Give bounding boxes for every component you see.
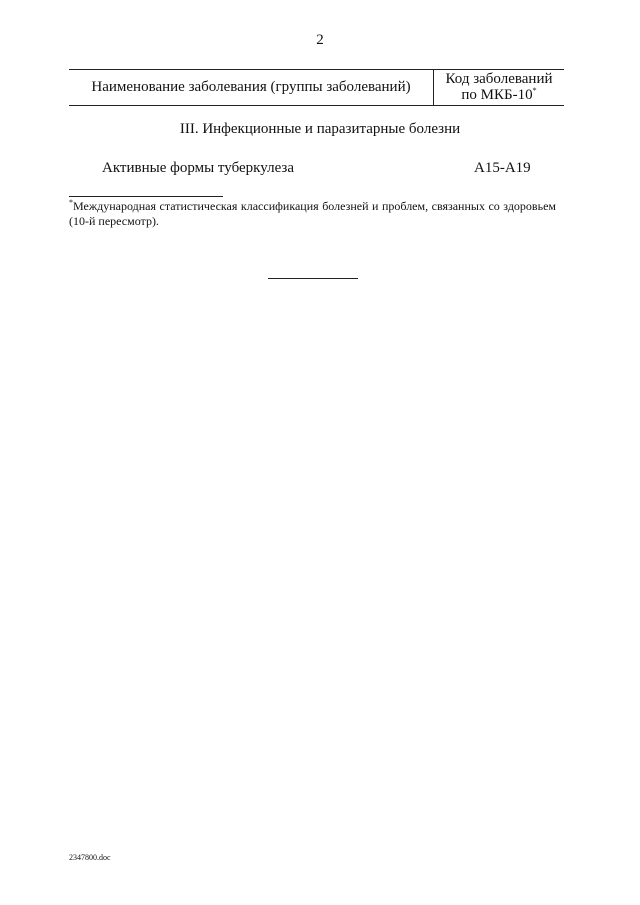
file-reference: 2347800.doc [69,853,111,862]
column-header-disease-name: Наименование заболевания (группы заболеваний) [91,79,411,95]
section-title: III. Инфекционные и паразитарные болезни [179,121,461,137]
footnote [69,199,556,229]
table-header [69,69,564,106]
table-row-code: A15-A19 [474,160,531,176]
footnote-divider [69,196,223,197]
icd-version-label: по МКБ-10 [461,87,533,103]
table-row-disease: Активные формы туберкулеза [102,160,294,176]
footnote-text: Международная статистическая классификация болезней и проблем, связанных со здоровьем (10-й пересмотр). [69,199,556,228]
column-header-icd-code-line2 [461,87,536,103]
column-header-icd-code [434,70,564,106]
page-number: 2 [316,32,324,48]
footnote-marker: * [532,86,537,95]
footnote-marker: * [69,198,73,207]
end-divider [268,278,358,279]
column-header-icd-code-line1: Код заболеваний [445,71,553,87]
